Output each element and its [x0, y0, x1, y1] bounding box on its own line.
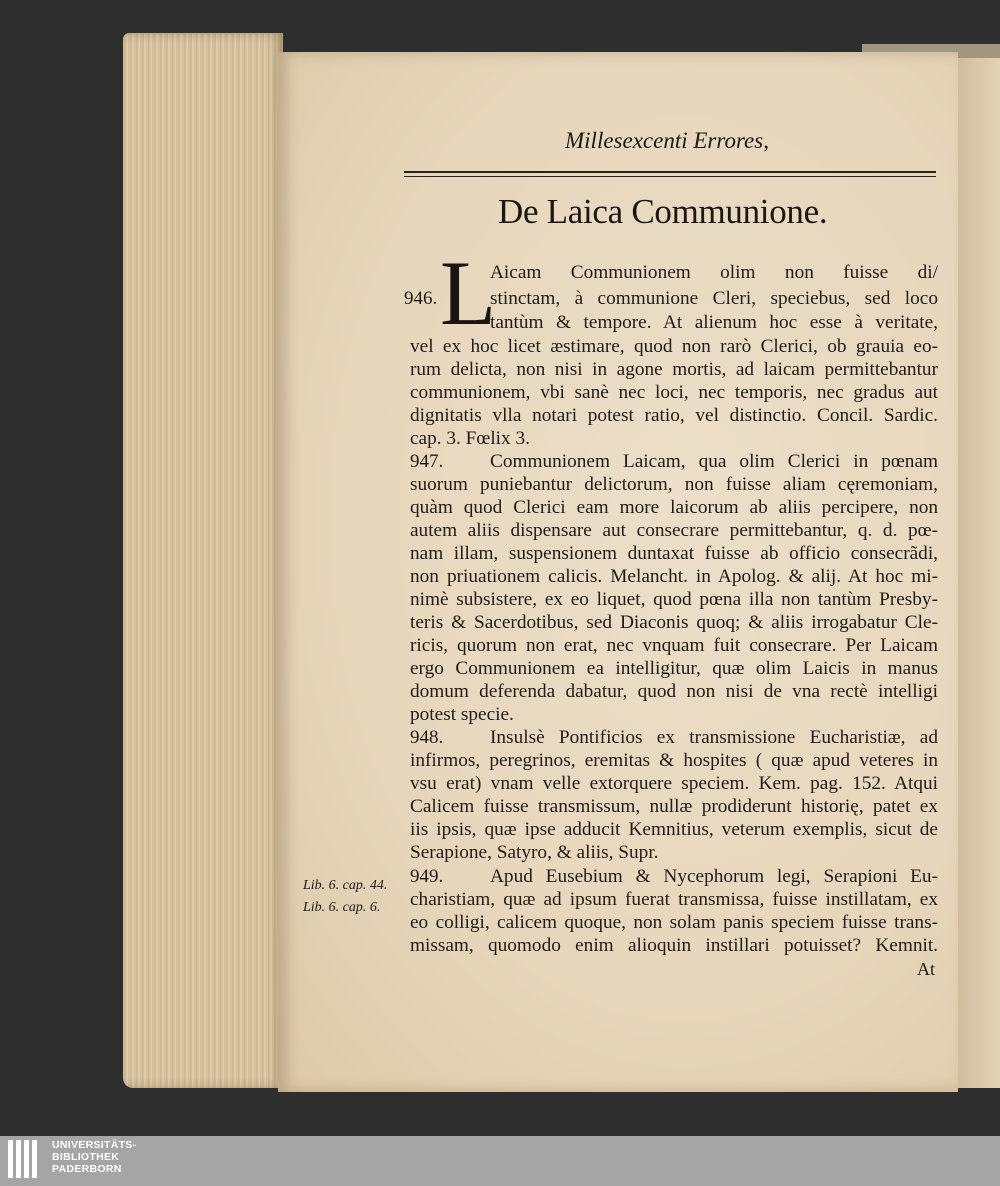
text-line: eo colligi, calicem quoque, non solam panis speciem fuisse trans- — [410, 912, 938, 933]
text-line: teris & Sacerdotibus, sed Diaconis quoq; & aliis irrogabatur Cle- — [410, 612, 938, 633]
text-line: Insulsè Pontificios ex transmissione Eucharistiæ, ad — [490, 727, 938, 748]
library-logo-icon — [8, 1140, 44, 1178]
text-line: Apud Eusebium & Nycephorum legi, Serapioni Eu- — [490, 866, 938, 887]
drop-cap: L — [440, 242, 497, 344]
catchword: At — [917, 959, 935, 979]
text-line: vsu erat) vnam velle extorquere speciem. Kem. pag. 152. Atqui — [410, 773, 938, 794]
facing-page-edge — [958, 58, 1000, 1088]
text-line: autem aliis dispensare aut consecrare permittebantur, q. d. pœ- — [410, 520, 938, 541]
text-line: suorum puniebantur delictorum, non fuisse aliam cęremoniam, — [410, 474, 938, 495]
text-line: Serapione, Satyro, & aliis, Supr. — [410, 842, 659, 863]
text-line: iis ipsis, quæ ipse adducit Kemnitius, veterum exemplis, sicut de — [410, 819, 938, 840]
side-note-1: Lib. 6. cap. 44. — [303, 878, 388, 893]
text-line: charistiam, quæ ad ipsum fuerat transmissa, fuisse instillatam, ex — [410, 889, 938, 910]
paragraph-number: 948. — [410, 727, 444, 748]
text-line: Calicem fuisse transmissum, nullæ prodiderunt historię, patet ex — [410, 796, 938, 817]
paragraph-number: 947. — [410, 451, 444, 472]
text-line: tantùm & tempore. At alienum hoc esse à veritate, — [490, 312, 938, 333]
paragraph-number: 946. — [404, 288, 438, 309]
book-page-edges — [123, 33, 283, 1088]
text-line: communionem, vbi sanè nec loci, nec temporis, nec gradus aut — [410, 382, 938, 403]
side-note-2: Lib. 6. cap. 6. — [303, 900, 381, 915]
text-line: Communionem Laicam, qua olim Clerici in pœnam — [490, 451, 938, 472]
library-name-line-3: PADERBORN — [52, 1163, 122, 1175]
text-line: cap. 3. Fœlix 3. — [410, 428, 530, 449]
text-line: infirmos, peregrinos, eremitas & hospites ( quæ apud veteres in — [410, 750, 938, 771]
text-line: stinctam, à communione Cleri, speciebus, sed loco — [490, 288, 938, 309]
text-line: quàm quod Clerici eam more laicorum ab aliis percipere, non — [410, 497, 938, 518]
header-rule — [404, 171, 936, 173]
text-line: dignitatis vlla notari potest ratio, vel distinctio. Concil. Sardic. — [410, 405, 938, 426]
header-rule-thin — [404, 176, 936, 177]
text-line: Aicam Communionem olim non fuisse di/ — [490, 262, 938, 283]
library-name-line-1: UNIVERSITÄTS- — [52, 1139, 137, 1151]
text-line: rum delicta, non nisi in agone mortis, ad laicam permittebantur — [410, 359, 938, 380]
text-line: missam, quomodo enim alioquin instillari potuisset? Kemnit. — [410, 935, 938, 956]
text-line: non priuationem calicis. Melancht. in Apolog. & alij. At hoc mi- — [410, 566, 938, 587]
text-line: nimè subsistere, ex eo liquet, quod pœna illa non tantùm Presby- — [410, 589, 938, 610]
paragraph-number: 949. — [410, 866, 444, 887]
running-head: Millesexcenti Errores, — [565, 128, 769, 153]
text-line: vel ex hoc licet æstimare, quod non rarò Clerici, ob grauia eo- — [410, 336, 938, 357]
text-line: ricis, quorum non erat, nec vnquam fuit consecrare. Per Laicam — [410, 635, 938, 656]
text-line: domum deferenda dabatur, quod non nisi de vna rectè intelligi — [410, 681, 938, 702]
text-line: nam illam, suspensionem duntaxat fuisse ab officio consecrãdi, — [410, 543, 938, 564]
library-name-line-2: BIBLIOTHEK — [52, 1151, 120, 1163]
library-footer — [0, 1136, 1000, 1186]
text-line: ergo Communionem ea intelligitur, quæ olim Laicis in manus — [410, 658, 938, 679]
text-line: potest specie. — [410, 704, 514, 725]
section-title: De Laica Communione. — [498, 192, 828, 231]
